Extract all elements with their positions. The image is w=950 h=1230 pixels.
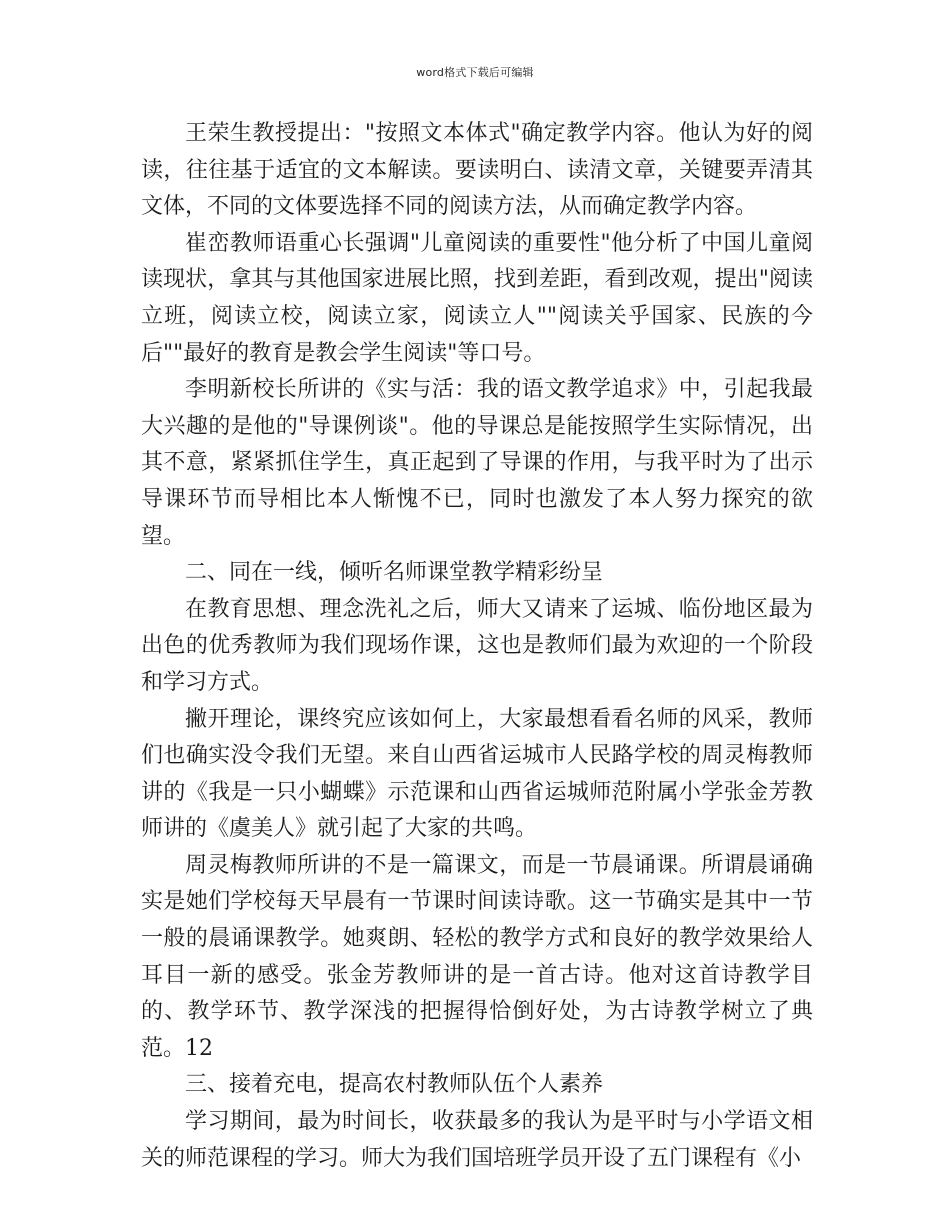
paragraph: 周灵梅教师所讲的不是一篇课文，而是一节晨诵课。所谓晨诵确实是她们学校每天早晨有一节课时间读诗歌。这一节确实是其中一节一般的晨诵课教学。她爽朗、轻松的教学方式和良好的教学效果给人耳目一新的感受。张金芳教师讲的是一首古诗。他对这首诗教学目的、教学环节、教学深浅的把握得恰倒好处，为古诗教学树立了典范。12 (141, 852, 813, 1061)
section-heading: 二、同在一线，倾听名师课堂教学精彩纷呈 (185, 560, 604, 586)
section-heading: 三、接着充电，提高农村教师队伍个人素养 (185, 1072, 604, 1098)
document-body (141, 116, 813, 1177)
paragraph: 李明新校长所讲的《实与活：我的语文教学追求》中，引起我最大兴趣的是他的"导课例谈"。他的导课总是能按照学生实际情况，出其不意，紧紧抓住学生，真正起到了导课的作用，与我平时为了出示导课环节而导相比本人惭愧不已，同时也激发了本人努力探究的欲望。 (141, 377, 813, 549)
paragraph: 撇开理论，课终究应该如何上，大家最想看看名师的风采，教师们也确实没令我们无望。来自山西省运城市人民路学校的周灵梅教师讲的《我是一只小蝴蝶》示范课和山西省运城师范附属小学张金芳教师讲的《虞美人》就引起了大家的共鸣。 (141, 706, 813, 842)
paragraph: 王荣生教授提出："按照文本体式"确定教学内容。他认为好的阅读，往往基于适宜的文本解读。要读明白、读清文章，关键要弄清其文体，不同的文体要选择不同的阅读方法，从而确定教学内容。 (141, 121, 813, 220)
paragraph: 学习期间，最为时间长，收获最多的我认为是平时与小学语文相关的师范课程的学习。师大为我们国培班学员开设了五门课程有《小 (141, 1109, 813, 1171)
paragraph: 在教育思想、理念洗礼之后，师大又请来了运城、临份地区最为出色的优秀教师为我们现场作课，这也是教师们最为欢迎的一个阶段和学习方式。 (141, 596, 813, 695)
paragraph: 崔峦教师语重心长强调"儿童阅读的重要性"他分析了中国儿童阅读现状，拿其与其他国家进展比照，找到差距，看到改观，提出"阅读立班，阅读立校，阅读立家，阅读立人""阅读关乎国家、民族的今后""最好的教育是教会学生阅读"等口号。 (141, 230, 813, 366)
page-header-note: word格式下载后可编辑 (416, 66, 534, 79)
